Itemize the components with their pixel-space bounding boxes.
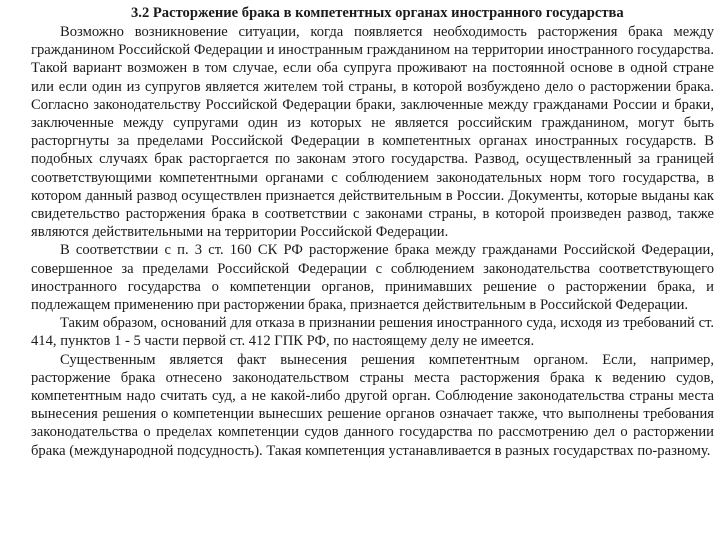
paragraph-4: Существенным является факт вынесения решения компетентным органом. Если, например, расторжение брака отнесено законодательством страны места расторжения брака к ведению судов, компетентным надо считать суд, а не какой-либо другой орган. Соблюдение законодательства страны места вынесения решения о компетенции вынесших решение органов означает также, что выполнены требования законодательства о пределах компетенции судов данного государства по рассмотрению дел о расторжении брака (международной подсудность). Такая компетенция устанавливается в разных государствах по-разному.: [31, 351, 714, 459]
paragraph-3: Таким образом, оснований для отказа в признании решения иностранного суда, исходя из требований ст. 414, пунктов 1 - 5 части первой ст. 412 ГПК РФ, по настоящему делу не имеется.: [31, 315, 714, 350]
document-page: [31, 3, 714, 460]
paragraph-1: Возможно возникновение ситуации, когда появляется необходимость расторжения брака между гражданином Российской Федерации и иностранным гражданином на территории иностранного государства. Такой вариант возможен в том случае, если оба супруга проживают на постоянной основе в одной стране или если один из супругов является жителем той страны, в которой возбуждено дело о расторжении брака. Согласно законодательству Российской Федерации браки, заключенные между гражданами России и браки, заключенные между супругами один из которых не является российским гражданином, могут быть расторгнуты за пределами Российской Федерации в компетентных органах иностранных государств. В подобных случаях брак расторгается по законам этого государства. Развод, осуществленный за границей соответствующими компетентными органами с соблюдением законодательных норм того государства, в котором данный развод осуществлен признается действительным в России. Документы, которые выданы как свидетельство расторжения брака в соответствии с законами страны, в которой произведен развод, также являются действительными на территории Российской Федерации.: [31, 24, 714, 241]
paragraph-2: В соответствии с п. 3 ст. 160 СК РФ расторжение брака между гражданами Российской Федерации, совершенное за пределами Российской Федерации с соблюдением законодательства соответствующего иностранного государства о компетенции органов, принимавших решение о расторжении брака, и подлежащем применению при расторжении брака, признается действительным в Российской Федерации.: [31, 242, 714, 314]
section-heading: 3.2 Расторжение брака в компетентных органах иностранного государства: [131, 5, 624, 21]
